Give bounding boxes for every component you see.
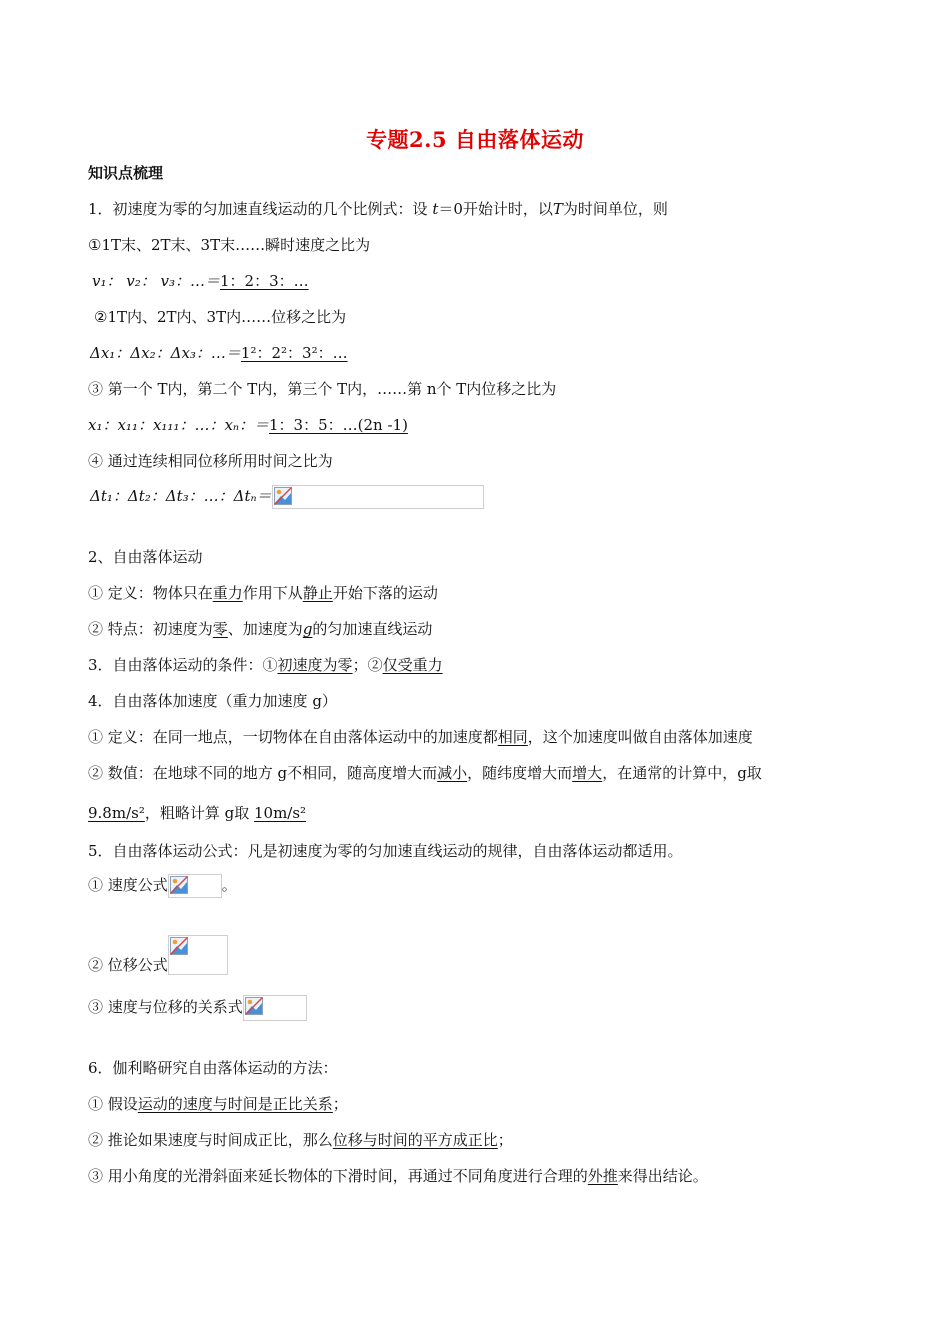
s1-item3-label: ③ 第一个 T内，第二个 T内，第三个 T内，……第 n个 T内位移之比为	[88, 380, 557, 398]
s4-heading: 4．自由落体加速度（重力加速度 g）	[88, 692, 337, 710]
s1-item2-formula: Δx₁：Δx₂：Δx₃：…＝1²：2²：3²：…	[90, 344, 348, 362]
s6-method-1: ① 假设运动的速度与时间是正比关系；	[88, 1095, 348, 1113]
s1-item2-label: ②1T内、2T内、3T内……位移之比为	[94, 308, 347, 326]
s4-definition: ① 定义：在同一地点，一切物体在自由落体运动中的加速度都相同，这个加速度叫做自由落体加速度	[88, 728, 753, 746]
broken-image-icon	[170, 876, 188, 894]
broken-image-icon	[245, 997, 263, 1015]
s4-value: ② 数值：在地球不同的地方 g不相同，随高度增大而减小，随纬度增大而增大，在通常的计算中，g取	[88, 764, 762, 782]
formula-image-displacement	[168, 935, 228, 975]
s6-heading: 6．伽利略研究自由落体运动的方法：	[88, 1059, 338, 1077]
s5-displacement-formula: ② 位移公式	[88, 933, 228, 975]
s1-item1-formula: v₁： v₂： v₃：…＝1：2：3：…	[92, 272, 309, 290]
section-heading: 知识点梳理	[88, 164, 164, 182]
formula-image-velocity	[168, 874, 222, 898]
s5-heading: 5．自由落体运动公式：凡是初速度为零的匀加速直线运动的规律，自由落体运动都适用。	[88, 842, 683, 860]
s3-conditions: 3．自由落体运动的条件：①初速度为零；②仅受重力	[88, 656, 443, 674]
s2-features: ② 特点：初速度为零、加速度为g的匀加速直线运动	[88, 620, 433, 638]
broken-image-icon	[170, 937, 188, 955]
s6-method-3: ③ 用小角度的光滑斜面来延长物体的下滑时间，再通过不同角度进行合理的外推来得出结论。	[88, 1167, 708, 1185]
s2-definition: ① 定义：物体只在重力作用下从静止开始下落的运动	[88, 584, 438, 602]
s1-item3-formula: x₁：x₁₁：x₁₁₁：…：xₙ：＝1：3：5：…(2n -1)	[88, 416, 408, 434]
s1-item1-label: ①1T末、2T末、3T末……瞬时速度之比为	[88, 236, 371, 254]
s4-value-cont: 9.8m/s²，粗略计算 g取 10m/s²	[88, 804, 307, 822]
s1-intro: 1．初速度为零的匀加速直线运动的几个比例式：设 t＝0开始计时，以T为时间单位，则	[88, 200, 668, 218]
formula-image-time-ratio	[272, 485, 484, 509]
s2-heading: 2、自由落体运动	[88, 548, 203, 566]
s1-item4-label: ④ 通过连续相同位移所用时间之比为	[88, 452, 333, 470]
broken-image-icon	[274, 487, 292, 505]
page-title: 专题2.5 自由落体运动	[366, 127, 584, 152]
s5-velocity-formula: ① 速度公式 。	[88, 874, 237, 898]
formula-image-velocity-displacement	[243, 995, 307, 1021]
s1-item4-formula: Δt₁：Δt₂：Δt₃：…：Δtₙ＝	[90, 485, 484, 509]
s5-velocity-displacement-formula: ③ 速度与位移的关系式	[88, 995, 307, 1021]
s6-method-2: ② 推论如果速度与时间成正比，那么位移与时间的平方成正比；	[88, 1131, 513, 1149]
